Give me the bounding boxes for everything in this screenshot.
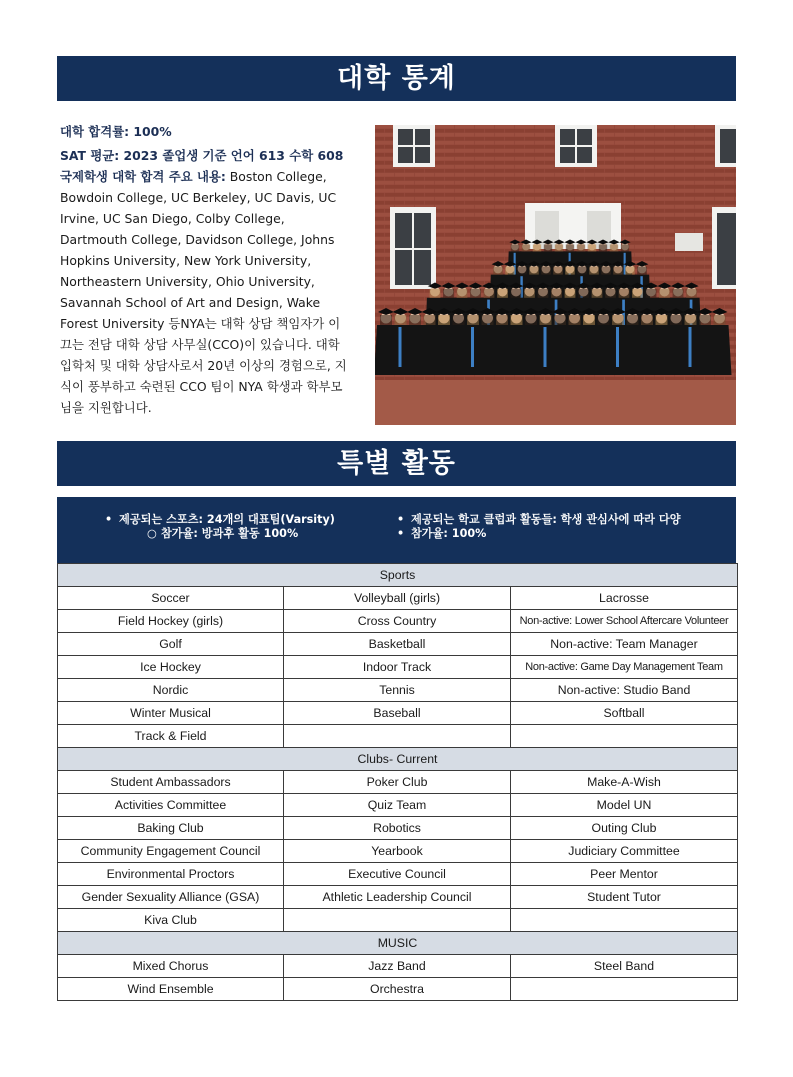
graduate-hair (605, 289, 616, 298)
music-section-header (58, 932, 738, 955)
graduate-hair (659, 289, 670, 298)
clubs-offered: 제공되는 학교 클럽과 활동들: 학생 관심사에 따라 다양 (411, 513, 681, 526)
graduate-hair (565, 289, 576, 298)
college-stats-text (60, 121, 350, 418)
college-stats-title: 대학 통계 (337, 63, 456, 94)
graduation-photo-illustration (375, 125, 736, 425)
sports-cell: Field Hockey (girls) (58, 610, 284, 633)
clubs-cell: Outing Club (511, 817, 738, 840)
graduate-hair (470, 289, 481, 298)
clubs-cell: Athletic Leadership Council (284, 886, 511, 909)
music-cell: Mixed Chorus (58, 955, 284, 978)
clubs-cell: Kiva Club (58, 909, 284, 932)
graduate-stole (471, 327, 474, 367)
graduate-hair (588, 244, 596, 251)
music-cell: Orchestra (284, 978, 511, 1001)
music-section-title: MUSIC (58, 932, 738, 955)
clubs-cell: Baking Club (58, 817, 284, 840)
clubs-section-header (58, 748, 738, 771)
graduate-hair (637, 267, 647, 275)
graduate-hair (699, 315, 711, 325)
activities-banner (57, 441, 736, 486)
graduate-stole (689, 327, 692, 367)
graduate-hair (511, 289, 522, 298)
table-row (58, 702, 738, 725)
graduate-hair (457, 289, 468, 298)
graduate-stole (399, 327, 402, 367)
graduate-hair (555, 244, 563, 251)
graduate-hair (656, 315, 668, 325)
sports-cell: Tennis (284, 679, 511, 702)
sports-cell (284, 725, 511, 748)
graduate-hair (484, 289, 495, 298)
table-row (58, 587, 738, 610)
table-row (58, 633, 738, 656)
activities-summary (57, 497, 736, 563)
table-row (58, 771, 738, 794)
graduate-hair (482, 315, 494, 325)
clubs-cell: Quiz Team (284, 794, 511, 817)
sports-cell (511, 725, 738, 748)
clubs-cell: Judiciary Committee (511, 840, 738, 863)
clubs-participation: 참가율: 100% (411, 527, 487, 540)
clubs-summary (397, 513, 681, 541)
graduate-hair (566, 244, 574, 251)
graduate-hair (619, 289, 630, 298)
graduate-hair (610, 244, 618, 251)
graduate-hair (525, 315, 537, 325)
clubs-section-title: Clubs- Current (58, 748, 738, 771)
sports-cell: Basketball (284, 633, 511, 656)
table-row (58, 955, 738, 978)
music-cell (511, 978, 738, 1001)
admissions-heading: 국제학생 대학 합격 주요 내용: (60, 169, 226, 184)
acceptance-rate: 대학 합격률: 100% (60, 124, 172, 139)
graduate-hair (578, 289, 589, 298)
graduate-hair (443, 289, 454, 298)
graduation-photo (375, 125, 736, 425)
graduate-hair (601, 267, 611, 275)
activities-title: 특별 활동 (337, 448, 456, 479)
table-row (58, 863, 738, 886)
bullet-dot-icon: • (105, 513, 113, 526)
graduate-hair (544, 244, 552, 251)
graduate-hair (497, 289, 508, 298)
table-row (58, 886, 738, 909)
clubs-cell: Robotics (284, 817, 511, 840)
graduate-hair (524, 289, 535, 298)
bullet-circle-icon: ○ (147, 527, 157, 540)
table-row (58, 610, 738, 633)
table-row (58, 978, 738, 1001)
admissions-paragraph (60, 145, 350, 418)
graduate-hair (540, 315, 552, 325)
clubs-cell: Make-A-Wish (511, 771, 738, 794)
graduate-hair (613, 267, 623, 275)
clubs-cell: Community Engagement Council (58, 840, 284, 863)
table-row (58, 656, 738, 679)
graduate-hair (592, 289, 603, 298)
sports-cell: Soccer (58, 587, 284, 610)
graduate-hair (632, 289, 643, 298)
graduate-hair (625, 267, 635, 275)
graduate-hair (380, 315, 392, 325)
music-cell: Jazz Band (284, 955, 511, 978)
graduate-hair (453, 315, 465, 325)
graduate-hair (641, 315, 653, 325)
graduate-hair (599, 244, 607, 251)
college-stats-banner (57, 56, 736, 101)
graduate-hair (627, 315, 639, 325)
clubs-cell: Executive Council (284, 863, 511, 886)
clubs-cell: Student Ambassadors (58, 771, 284, 794)
sports-cell: Volleyball (girls) (284, 587, 511, 610)
table-row (58, 840, 738, 863)
graduate-hair (577, 244, 585, 251)
clubs-cell: Environmental Proctors (58, 863, 284, 886)
sports-section-header (58, 564, 738, 587)
graduate-gown (708, 325, 732, 375)
graduate-hair (685, 315, 697, 325)
sports-cell: Softball (511, 702, 738, 725)
graduate-hair (517, 267, 527, 275)
graduate-hair (598, 315, 610, 325)
graduate-hair (670, 315, 682, 325)
clubs-cell: Peer Mentor (511, 863, 738, 886)
sports-cell: Non-active: Game Day Management Team (511, 656, 738, 679)
graduate-stole (544, 327, 547, 367)
graduate-hair (538, 289, 549, 298)
table-row (58, 725, 738, 748)
sports-cell: Non-active: Team Manager (511, 633, 738, 656)
sports-cell: Golf (58, 633, 284, 656)
graduate-stole (616, 327, 619, 367)
sat-average: SAT 평균: 2023 졸업생 기준 언어 613 수학 608 (60, 148, 344, 163)
sports-cell: Indoor Track (284, 656, 511, 679)
clubs-cell (284, 909, 511, 932)
graduate-hair (621, 244, 629, 251)
graduate-hair (714, 315, 726, 325)
sports-cell: Non-active: Lower School Aftercare Volunteer (511, 610, 738, 633)
sports-cell: Nordic (58, 679, 284, 702)
clubs-cell: Poker Club (284, 771, 511, 794)
graduate-hair (673, 289, 684, 298)
admissions-body: Boston College, Bowdoin College, UC Berkeley, UC Davis, UC Irvine, UC San Diego, Colby College, Dartmouth College, Davidson College, Johns Hopkins University, New York University, Northeastern University, Ohio University, Savannah School of Art and Design, Wake Forest University 등NYA는 대학 상담 책임자가 이끄는 전담 대학 상담 사무실(CCO)이 있습니다. 대학 입학처 및 대학 상담사로서 20년 이상의 경험으로, 지식이 풍부하고 숙련된 CCO 팀이 NYA 학생과 학부모님을 지원합니다. (60, 169, 347, 415)
clubs-cell: Model UN (511, 794, 738, 817)
music-cell: Wind Ensemble (58, 978, 284, 1001)
table-row (58, 794, 738, 817)
clubs-cell: Student Tutor (511, 886, 738, 909)
graduate-hair (686, 289, 697, 298)
bullet-dot-icon: • (397, 513, 405, 526)
graduate-hair (424, 315, 436, 325)
sports-cell: Baseball (284, 702, 511, 725)
graduate-hair (496, 315, 508, 325)
sports-cell: Winter Musical (58, 702, 284, 725)
activities-table (57, 563, 738, 1001)
table-row (58, 817, 738, 840)
graduate-hair (589, 267, 599, 275)
graduate-hair (409, 315, 421, 325)
sports-offered: 제공되는 스포츠: 24개의 대표팀(Varsity) (119, 513, 335, 526)
graduate-hair (533, 244, 541, 251)
graduate-hair (554, 315, 566, 325)
clubs-cell (511, 909, 738, 932)
sports-cell: Non-active: Studio Band (511, 679, 738, 702)
sports-summary (105, 513, 335, 541)
sports-section-title: Sports (58, 564, 738, 587)
sports-cell: Cross Country (284, 610, 511, 633)
graduate-hair (395, 315, 407, 325)
graduate-hair (505, 267, 515, 275)
sports-cell: Lacrosse (511, 587, 738, 610)
graduate-hair (493, 267, 503, 275)
clubs-cell: Gender Sexuality Alliance (GSA) (58, 886, 284, 909)
graduate-hair (529, 267, 539, 275)
music-cell: Steel Band (511, 955, 738, 978)
clubs-cell: Yearbook (284, 840, 511, 863)
graduate-hair (646, 289, 657, 298)
graduate-hair (583, 315, 595, 325)
graduate-hair (511, 244, 519, 251)
table-row (58, 679, 738, 702)
graduate-hair (541, 267, 551, 275)
sports-participation: 참가율: 방과후 활동 100% (161, 527, 299, 540)
bullet-dot-icon: • (397, 527, 405, 540)
graduate-hair (569, 315, 581, 325)
sports-cell: Track & Field (58, 725, 284, 748)
graduate-hair (511, 315, 523, 325)
clubs-cell: Activities Committee (58, 794, 284, 817)
graduate-hair (612, 315, 624, 325)
table-row (58, 909, 738, 932)
graduate-hair (553, 267, 563, 275)
graduate-hair (438, 315, 450, 325)
graduate-hair (577, 267, 587, 275)
graduate-hair (522, 244, 530, 251)
sports-cell: Ice Hockey (58, 656, 284, 679)
graduate-hair (430, 289, 441, 298)
graduate-hair (467, 315, 479, 325)
graduate-hair (551, 289, 562, 298)
graduate-hair (565, 267, 575, 275)
